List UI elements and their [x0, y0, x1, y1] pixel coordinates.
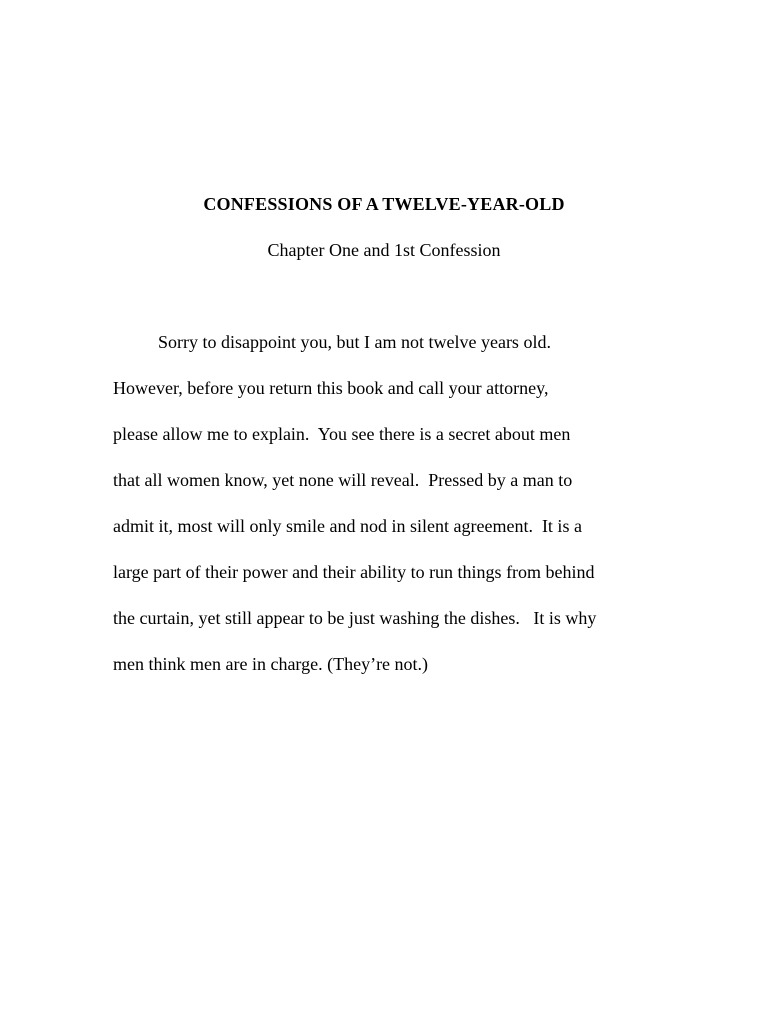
body-line: admit it, most will only smile and nod in silent agreement. It is a [113, 516, 582, 536]
body-paragraph [113, 328, 673, 696]
body-line: However, before you return this book and call your attorney, [113, 378, 549, 398]
body-line: the curtain, yet still appear to be just washing the dishes. It is why [113, 608, 597, 628]
body-line: please allow me to explain. You see there is a secret about men [113, 424, 571, 444]
document-title: CONFESSIONS OF A TWELVE-YEAR-OLD [203, 194, 565, 214]
body-line: that all women know, yet none will reveal. Pressed by a man to [113, 470, 573, 490]
body-line: large part of their power and their ability to run things from behind [113, 562, 595, 582]
chapter-subtitle: Chapter One and 1st Confession [267, 240, 501, 260]
body-line: Sorry to disappoint you, but I am not twelve years old. [158, 332, 551, 352]
body-line: men think men are in charge. (They’re not.) [113, 654, 429, 674]
